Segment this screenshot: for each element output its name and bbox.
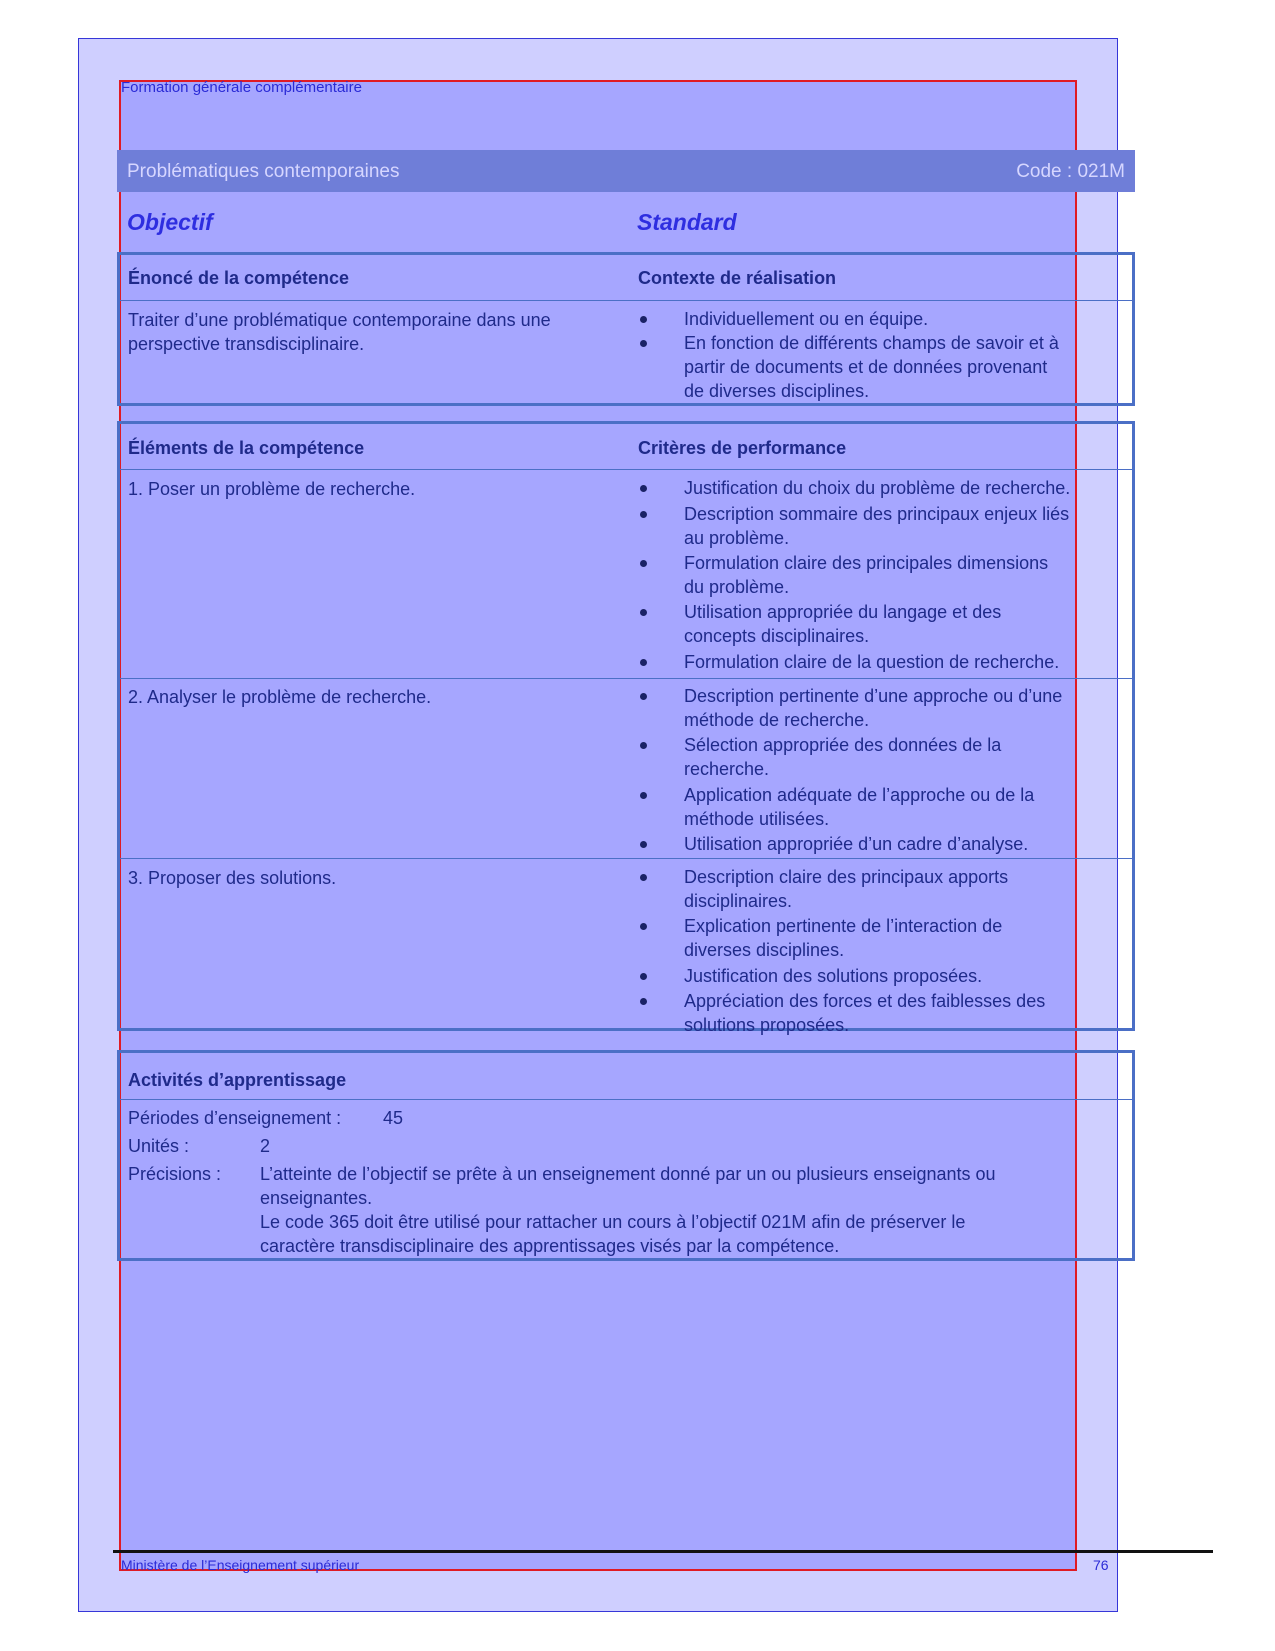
bullet-icon (640, 874, 647, 881)
list-item: En fonction de différents champs de savoir et à partir de documents et de données provenant de diverses disciplines. (684, 333, 1059, 401)
footer-rule (113, 1550, 1213, 1553)
competence-box (117, 252, 1135, 406)
objectif-heading: Objectif (127, 209, 213, 235)
bullet-icon (640, 792, 647, 799)
element-label: 1. Poser un problème de recherche. (128, 479, 416, 499)
objective-code: Code : 021M (1016, 161, 1125, 182)
bullet-icon (640, 485, 647, 492)
competence-statement-line: Traiter d’une problématique contemporaine dans une (128, 310, 551, 330)
precisions-line: Le code 365 doit être utilisé pour rattacher un cours à l’objectif 021M afin de préserver le (260, 1212, 966, 1232)
precisions-line: caractère transdisciplinaire des apprentissages visés par la compétence. (260, 1236, 840, 1256)
competence-statement-line: perspective transdisciplinaire. (128, 334, 365, 354)
list-item: Description pertinente d’une approche ou d’une méthode de recherche. (684, 686, 1063, 730)
activites-box (117, 1050, 1135, 1261)
bullet-icon (640, 659, 647, 666)
precisions-label: Précisions : (128, 1164, 222, 1184)
bullet-icon (640, 609, 647, 616)
list-item: Description sommaire des principaux enjeux liés au problème. (684, 504, 1070, 548)
activites-header: Activités d’apprentissage (128, 1070, 347, 1090)
elements-header: Éléments de la compétence (128, 438, 365, 458)
bullet-icon (640, 841, 647, 848)
list-item: Application adéquate de l’approche ou de la méthode utilisées. (684, 785, 1035, 829)
footer-ministry: Ministère de l’Enseignement supérieur (121, 1557, 360, 1573)
bullet-icon (640, 693, 647, 700)
bullet-icon (640, 923, 647, 930)
list-item: Formulation claire de la question de recherche. (684, 652, 1060, 672)
criteria-header: Critères de performance (638, 438, 847, 458)
bullet-icon (640, 742, 647, 749)
element-label: 2. Analyser le problème de recherche. (128, 687, 432, 707)
list-item: Utilisation appropriée d’un cadre d’analyse. (684, 834, 1029, 854)
bullet-icon (640, 998, 647, 1005)
title-bar (117, 150, 1135, 192)
context-header: Contexte de réalisation (638, 268, 837, 288)
element-label: 3. Proposer des solutions. (128, 868, 337, 888)
bullet-icon (640, 511, 647, 518)
periodes-value: 45 (383, 1108, 404, 1128)
precisions-line: L’atteinte de l’objectif se prête à un enseignement donné par un ou plusieurs enseignants ou (260, 1164, 996, 1184)
list-item: Sélection appropriée des données de la recherche. (684, 735, 1002, 779)
elements-box (117, 421, 1135, 1035)
bullet-icon (640, 340, 647, 347)
list-item: Appréciation des forces et des faiblesses des solutions proposées. (684, 991, 1046, 1035)
bullet-icon (640, 560, 647, 567)
unites-label: Unités : (128, 1136, 190, 1156)
standard-heading: Standard (637, 209, 737, 235)
list-item: Formulation claire des principales dimensions du problème. (684, 553, 1049, 597)
competence-statement-header: Énoncé de la compétence (128, 268, 350, 288)
unites-value: 2 (260, 1136, 271, 1156)
bullet-icon (640, 316, 647, 323)
list-item: Individuellement ou en équipe. (684, 309, 929, 329)
list-item: Justification des solutions proposées. (684, 966, 983, 986)
running-header: Formation générale complémentaire (121, 79, 362, 96)
document-title: Problématiques contemporaines (127, 161, 400, 182)
page-number: 76 (1093, 1557, 1109, 1573)
bullet-icon (640, 973, 647, 980)
list-item: Explication pertinente de l’interaction de diverses disciplines. (684, 916, 1003, 960)
list-item: Utilisation appropriée du langage et des concepts disciplinaires. (684, 602, 1002, 646)
list-item: Description claire des principaux apports disciplinaires. (684, 867, 1009, 911)
precisions-line: enseignantes. (260, 1188, 373, 1208)
list-item: Justification du choix du problème de recherche. (684, 478, 1071, 498)
periodes-label: Périodes d’enseignement : (128, 1108, 342, 1128)
